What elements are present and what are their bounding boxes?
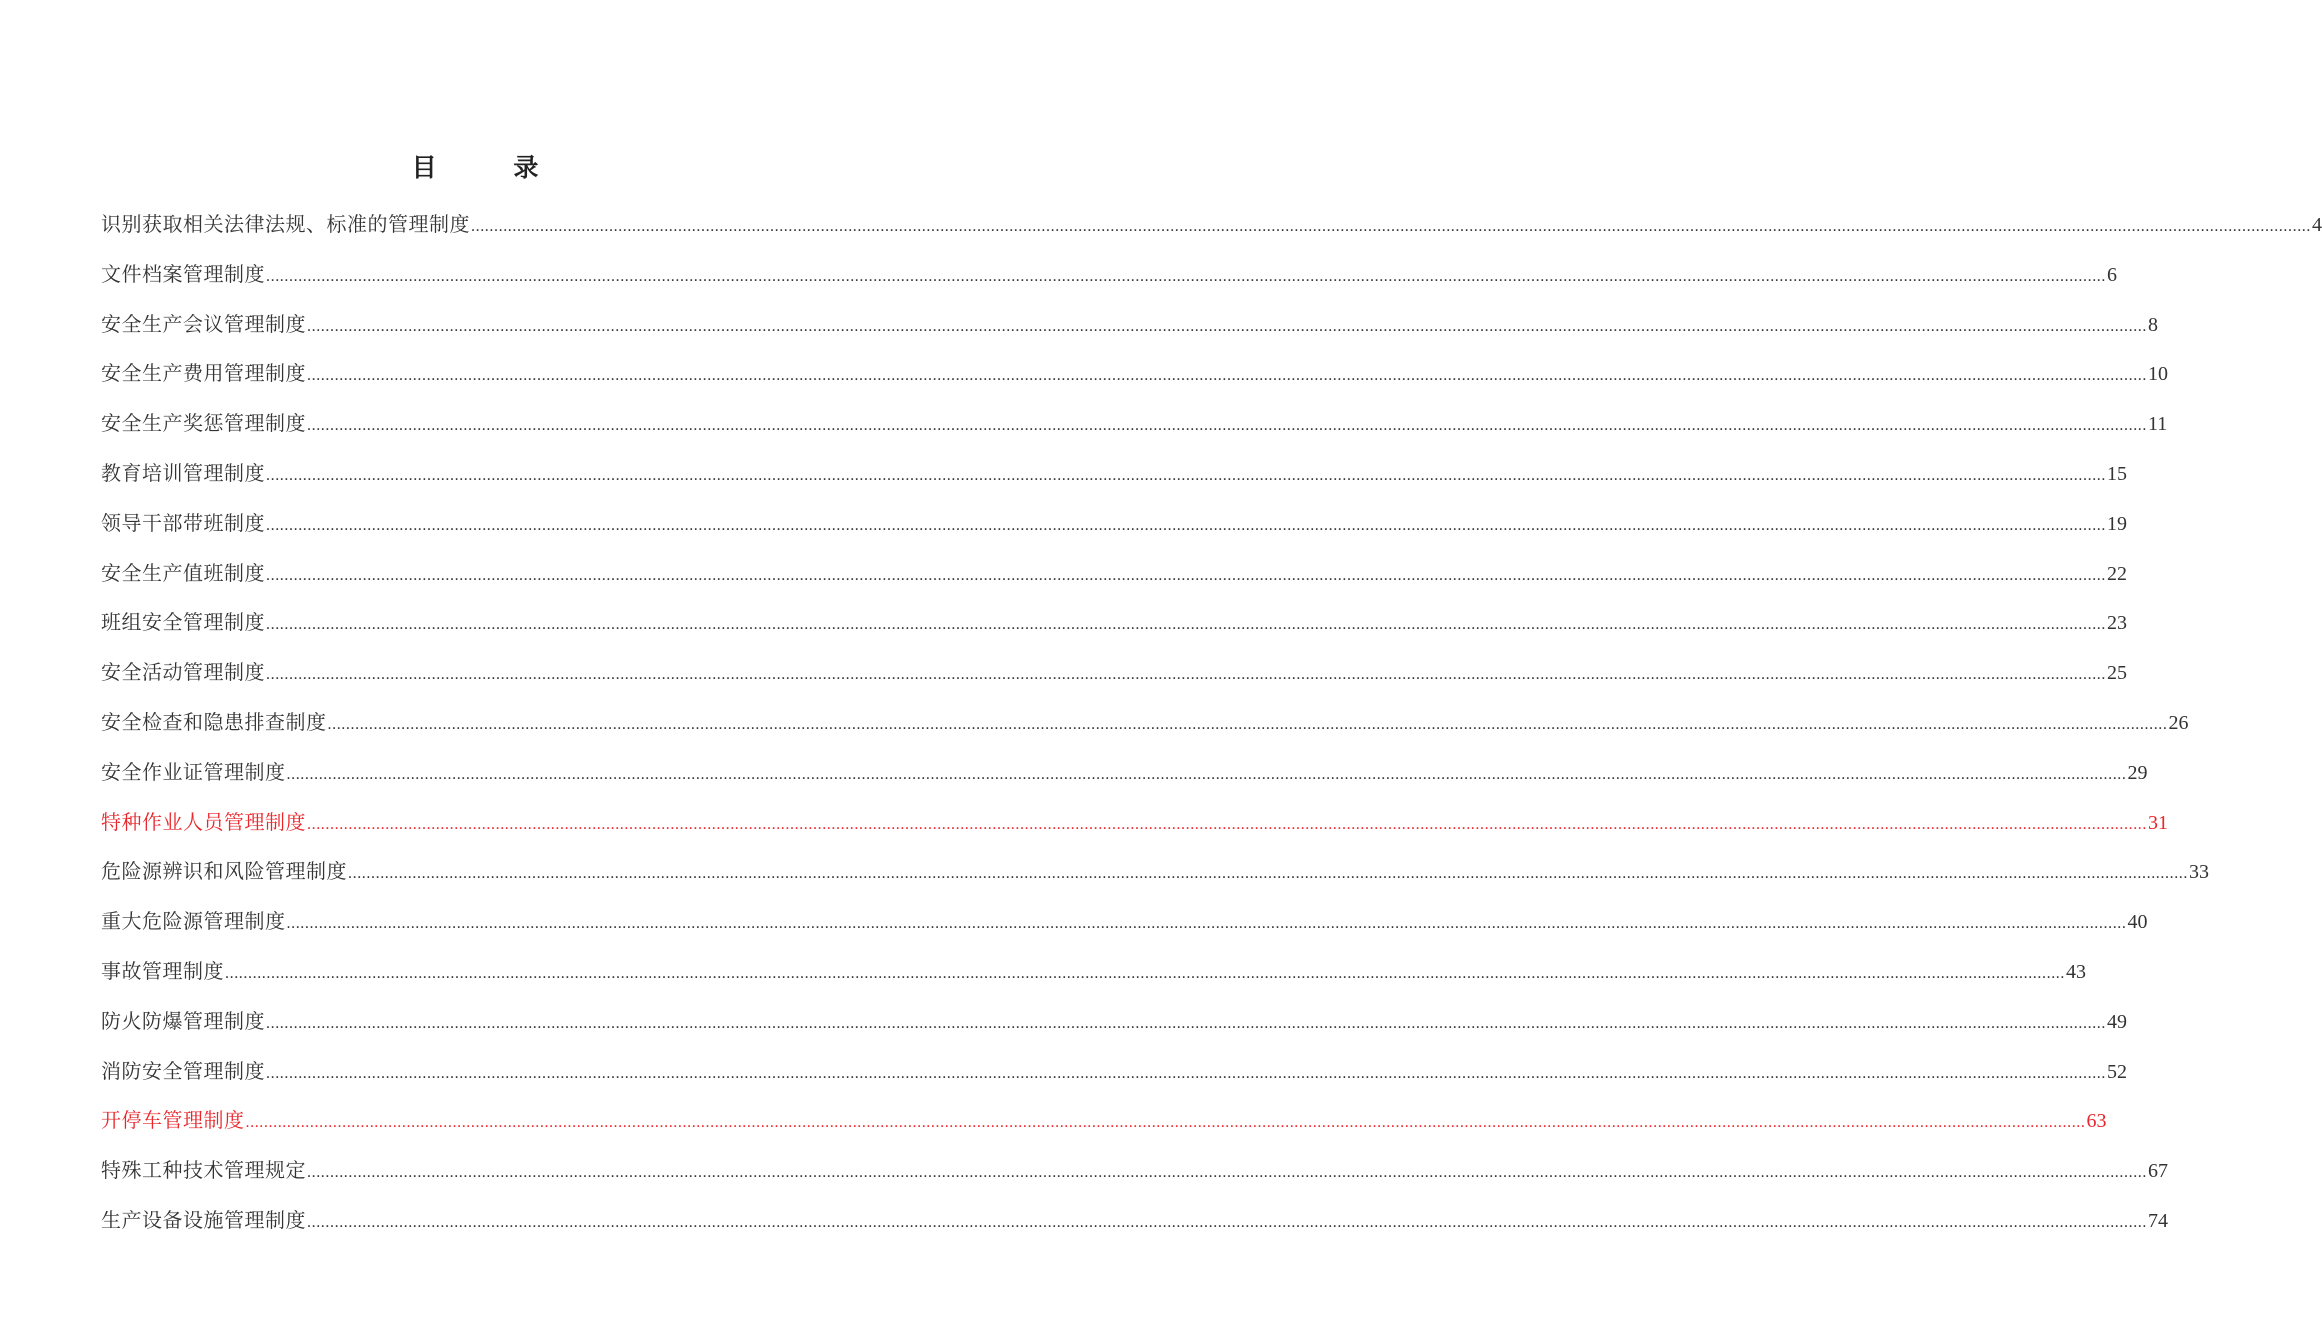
toc-title: 目 录 xyxy=(411,152,573,182)
toc-entry-title: 安全检查和隐患排查制度 xyxy=(101,709,327,734)
toc-page-number: 8 xyxy=(2148,313,2158,336)
toc-entry-title: 安全生产会议管理制度 xyxy=(101,311,306,336)
toc-entry-title: 安全生产奖惩管理制度 xyxy=(101,411,306,436)
toc-dot-leader: ................................................................................................................................................................................................................................................................................................................................................................................................................ xyxy=(266,1064,2106,1082)
toc-page-number: 74 xyxy=(2148,1209,2168,1232)
toc-entry[interactable] xyxy=(101,802,2168,852)
toc-entry-title: 开停车管理制度 xyxy=(101,1108,245,1133)
toc-entry[interactable] xyxy=(101,1200,2168,1250)
toc-entry-title: 生产设备设施管理制度 xyxy=(101,1207,306,1232)
toc-entry-title: 文件档案管理制度 xyxy=(101,261,265,286)
toc-dot-leader: ................................................................................................................................................................................................................................................................................................................................................................................................................ xyxy=(266,267,2106,285)
toc-entry-title: 事故管理制度 xyxy=(101,958,224,983)
toc-entry-title: 危险源辨识和风险管理制度 xyxy=(101,859,347,884)
toc-page-number: 49 xyxy=(2107,1010,2127,1033)
toc-dot-leader: ................................................................................................................................................................................................................................................................................................................................................................................................................ xyxy=(307,317,2147,335)
toc-dot-leader: ................................................................................................................................................................................................................................................................................................................................................................................................................ xyxy=(225,964,2065,982)
toc-dot-leader: ................................................................................................................................................................................................................................................................................................................................................................................................................ xyxy=(245,1114,2086,1132)
toc-entry[interactable] xyxy=(101,851,2209,901)
toc-page-number: 25 xyxy=(2107,662,2127,685)
toc-entry-title: 安全活动管理制度 xyxy=(101,660,265,685)
toc-dot-leader: ................................................................................................................................................................................................................................................................................................................................................................................................................ xyxy=(471,218,2311,235)
toc-entry[interactable] xyxy=(101,503,2127,553)
toc-entry-title: 安全生产值班制度 xyxy=(101,560,265,585)
toc-dot-leader: ................................................................................................................................................................................................................................................................................................................................................................................................................ xyxy=(266,466,2106,484)
toc-dot-leader: ................................................................................................................................................................................................................................................................................................................................................................................................................ xyxy=(286,915,2127,933)
toc-entry[interactable] xyxy=(101,403,2168,453)
toc-page-number: 22 xyxy=(2107,562,2127,585)
toc-entry-title: 特种作业人员管理制度 xyxy=(101,809,306,834)
toc-entry-title: 领导干部带班制度 xyxy=(101,510,265,535)
toc-dot-leader: ................................................................................................................................................................................................................................................................................................................................................................................................................ xyxy=(266,616,2106,634)
toc-entry-title: 班组安全管理制度 xyxy=(101,610,265,635)
toc-dot-leader: ................................................................................................................................................................................................................................................................................................................................................................................................................ xyxy=(348,865,2188,883)
toc-entry-title: 安全生产费用管理制度 xyxy=(101,361,306,386)
toc-entry[interactable] xyxy=(101,602,2127,652)
toc-entry[interactable] xyxy=(101,553,2127,603)
toc-page-number: 40 xyxy=(2127,911,2148,934)
toc-page-number: 23 xyxy=(2107,612,2127,635)
toc-dot-leader: ................................................................................................................................................................................................................................................................................................................................................................................................................ xyxy=(266,1014,2106,1032)
toc-page-number: 29 xyxy=(2127,761,2148,784)
toc-dot-leader: ................................................................................................................................................................................................................................................................................................................................................................................................................ xyxy=(307,1164,2147,1182)
toc-page-number: 15 xyxy=(2107,462,2127,485)
toc-page-number: 19 xyxy=(2107,512,2127,535)
toc-entry[interactable] xyxy=(101,1150,2168,1200)
table-of-contents xyxy=(101,204,2322,1250)
toc-page-number: 67 xyxy=(2148,1160,2168,1183)
toc-page-number: 6 xyxy=(2107,263,2117,286)
toc-dot-leader: ................................................................................................................................................................................................................................................................................................................................................................................................................ xyxy=(286,765,2127,783)
toc-page-number: 4 xyxy=(2312,214,2322,236)
toc-dot-leader: ................................................................................................................................................................................................................................................................................................................................................................................................................ xyxy=(266,566,2106,584)
toc-page-number: 52 xyxy=(2107,1060,2127,1083)
toc-entry[interactable] xyxy=(101,254,2117,304)
toc-page-number: 31 xyxy=(2148,811,2168,834)
toc-page-number: 33 xyxy=(2189,861,2209,884)
toc-dot-leader: ................................................................................................................................................................................................................................................................................................................................................................................................................ xyxy=(307,417,2147,435)
toc-entry[interactable] xyxy=(101,204,2322,254)
toc-entry-title: 消防安全管理制度 xyxy=(101,1058,265,1083)
toc-entry[interactable] xyxy=(101,1100,2107,1150)
toc-entry[interactable] xyxy=(101,901,2148,951)
toc-entry[interactable] xyxy=(101,702,2189,752)
toc-dot-leader: ................................................................................................................................................................................................................................................................................................................................................................................................................ xyxy=(266,666,2106,684)
toc-entry-title: 特殊工种技术管理规定 xyxy=(101,1158,306,1183)
toc-page-number: 26 xyxy=(2168,711,2189,734)
toc-dot-leader: ................................................................................................................................................................................................................................................................................................................................................................................................................ xyxy=(307,815,2147,833)
toc-dot-leader: ................................................................................................................................................................................................................................................................................................................................................................................................................ xyxy=(307,367,2147,385)
toc-entry[interactable] xyxy=(101,652,2127,702)
toc-entry[interactable] xyxy=(101,752,2148,802)
toc-page-number: 10 xyxy=(2148,363,2168,386)
toc-page-number: 63 xyxy=(2086,1110,2107,1133)
toc-entry[interactable] xyxy=(101,353,2168,403)
toc-entry[interactable] xyxy=(101,951,2086,1001)
toc-entry-title: 重大危险源管理制度 xyxy=(101,909,286,934)
toc-entry-title: 教育培训管理制度 xyxy=(101,460,265,485)
toc-entry[interactable] xyxy=(101,304,2158,354)
toc-dot-leader: ................................................................................................................................................................................................................................................................................................................................................................................................................ xyxy=(266,516,2106,534)
toc-entry[interactable] xyxy=(101,1051,2127,1101)
toc-entry-title: 安全作业证管理制度 xyxy=(101,759,286,784)
toc-page-number: 43 xyxy=(2066,960,2086,983)
toc-entry[interactable] xyxy=(101,1001,2127,1051)
toc-page-number: 11 xyxy=(2148,413,2168,436)
toc-entry-title: 识别获取相关法律法规、标准的管理制度 xyxy=(101,212,470,236)
toc-dot-leader: ................................................................................................................................................................................................................................................................................................................................................................................................................ xyxy=(327,715,2168,733)
toc-entry[interactable] xyxy=(101,453,2127,503)
toc-entry-title: 防火防爆管理制度 xyxy=(101,1008,265,1033)
toc-dot-leader: ................................................................................................................................................................................................................................................................................................................................................................................................................ xyxy=(307,1213,2147,1231)
